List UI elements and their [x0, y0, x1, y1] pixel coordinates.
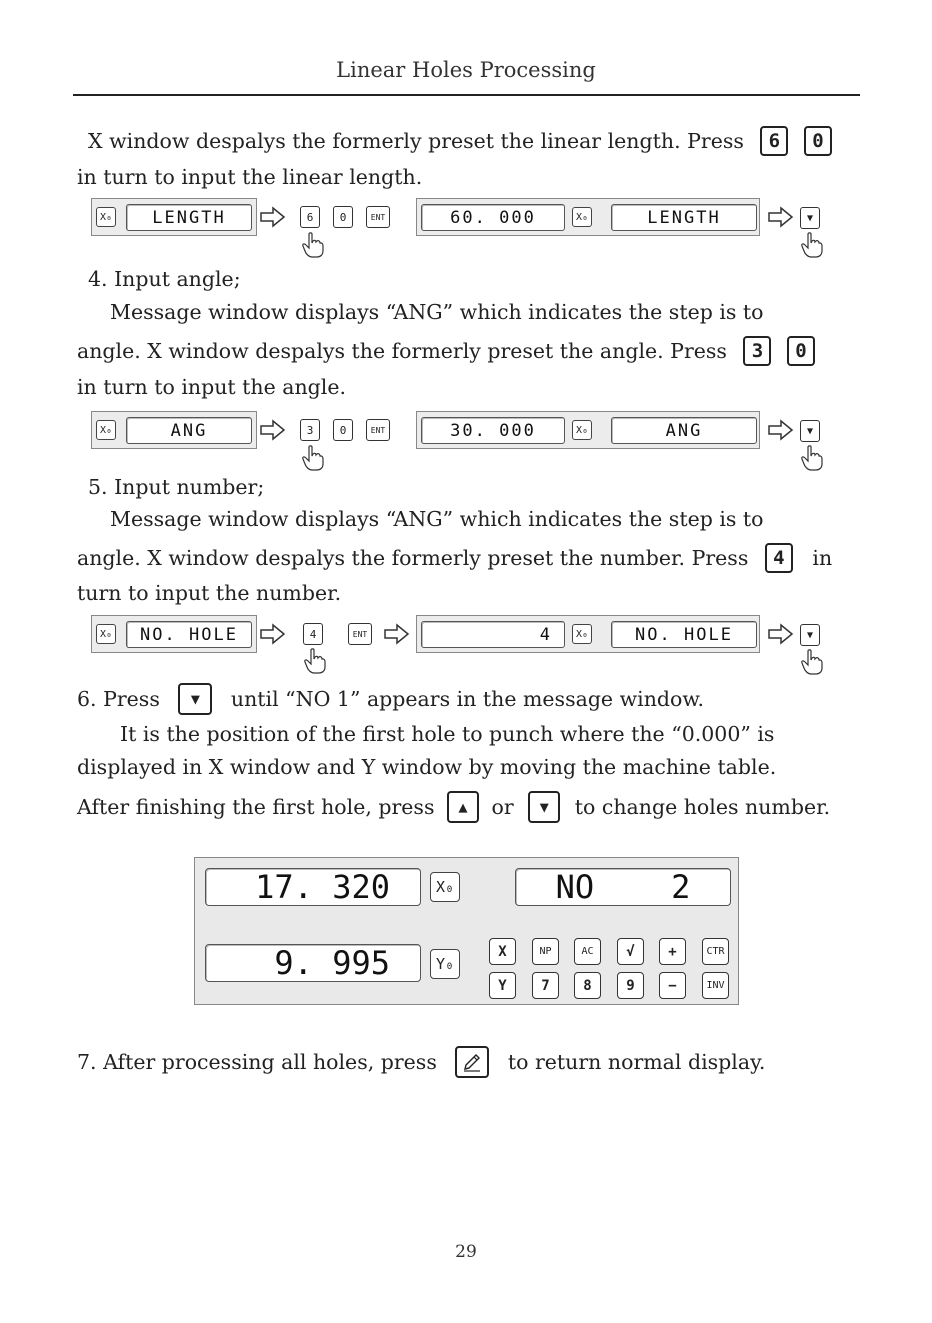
- header-divider: [73, 94, 860, 96]
- inv-key[interactable]: INV: [702, 972, 729, 999]
- message-window: LENGTH: [611, 204, 757, 231]
- np-key[interactable]: NP: [532, 938, 559, 965]
- arrow-right-icon: [260, 206, 286, 228]
- key-0: 0: [333, 206, 353, 228]
- step7-pre: 7. After processing all holes, press: [77, 1050, 437, 1074]
- key-0: 0: [804, 126, 832, 156]
- step4-heading: 4. Input angle;: [88, 267, 241, 291]
- ctr-key[interactable]: CTR: [702, 938, 729, 965]
- page-title: Linear Holes Processing: [336, 58, 596, 82]
- step5-heading: 5. Input number;: [88, 475, 265, 499]
- step6-line2: It is the position of the first hole to punch where the “0.000” is: [120, 722, 775, 746]
- step6-line4-post: to change holes number.: [574, 795, 831, 819]
- step4-line3: in turn to input the angle.: [77, 375, 347, 399]
- length-instruction: X window despalys the formerly preset the linear length. Press: [88, 129, 744, 153]
- step7-post: to return normal display.: [507, 1050, 766, 1074]
- step6-line1: [77, 683, 704, 715]
- step5-line1: Message window displays “ANG” which indicates the step is to: [110, 507, 764, 531]
- length-text-line2: in turn to input the linear length.: [77, 165, 423, 189]
- key-0: 0: [787, 336, 815, 366]
- down-key: ▼: [800, 624, 820, 646]
- ent-key: ENT: [366, 206, 390, 228]
- x-axis-chip: X₀: [96, 624, 116, 644]
- ent-key: ENT: [348, 623, 372, 645]
- step5-line2: [77, 543, 832, 573]
- pointing-hand-icon: [801, 232, 823, 258]
- page-number: 29: [455, 1242, 477, 1262]
- key-0: 0: [333, 419, 353, 441]
- arrow-right-icon: [384, 623, 410, 645]
- key-3: 3: [743, 336, 771, 366]
- x-key[interactable]: X: [489, 938, 516, 965]
- x-axis-chip: X₀: [96, 207, 116, 227]
- arrow-right-icon: [768, 206, 794, 228]
- key-8[interactable]: 8: [574, 972, 601, 999]
- pointing-hand-icon: [801, 649, 823, 675]
- down-key: ▼: [178, 683, 212, 715]
- step6-line4-pre: After finishing the first hole, press: [77, 795, 435, 819]
- step4-line1: Message window displays “ANG” which indicates the step is to: [110, 300, 764, 324]
- step6-post: until “NO 1” appears in the message window.: [230, 687, 704, 711]
- x-display: 17. 320: [205, 868, 421, 906]
- minus-key[interactable]: −: [659, 972, 686, 999]
- strip-length-left: [91, 198, 257, 236]
- up-key: ▲: [447, 791, 479, 823]
- strip-length-right: [416, 198, 760, 236]
- arrow-right-icon: [768, 623, 794, 645]
- x-axis-chip: X₀: [572, 624, 592, 644]
- message-window: LENGTH: [126, 204, 252, 231]
- message-window: NO. HOLE: [611, 621, 757, 648]
- x-display: 30. 000: [421, 417, 565, 444]
- plus-key[interactable]: +: [659, 938, 686, 965]
- length-text-line1: [88, 126, 835, 156]
- down-key: ▼: [800, 420, 820, 442]
- step6-line3: displayed in X window and Y window by moving the machine table.: [77, 755, 777, 779]
- step6-line4: [77, 791, 830, 823]
- key-6: 6: [760, 126, 788, 156]
- pointing-hand-icon: [302, 445, 324, 471]
- key-9[interactable]: 9: [617, 972, 644, 999]
- strip-number-left: [91, 615, 257, 653]
- key-7[interactable]: 7: [532, 972, 559, 999]
- arrow-right-icon: [260, 623, 286, 645]
- step7-line: [77, 1046, 765, 1078]
- message-window: ANG: [611, 417, 757, 444]
- pointing-hand-icon: [304, 648, 326, 674]
- down-key: ▼: [800, 207, 820, 229]
- arrow-right-icon: [260, 419, 286, 441]
- strip-angle-left: [91, 411, 257, 449]
- x-display: 60. 000: [421, 204, 565, 231]
- key-4: 4: [765, 543, 793, 573]
- strip-angle-right: [416, 411, 760, 449]
- message-window: NO. HOLE: [126, 621, 252, 648]
- ent-key: ENT: [366, 419, 390, 441]
- step5-line2-text: angle. X window despalys the formerly preset the number. Press: [77, 546, 749, 570]
- arrow-right-icon: [768, 419, 794, 441]
- step4-line2: [77, 336, 818, 366]
- step4-line2-text: angle. X window despalys the formerly preset the angle. Press: [77, 339, 727, 363]
- ac-key[interactable]: AC: [574, 938, 601, 965]
- sqrt-key[interactable]: √: [617, 938, 644, 965]
- y-display: 9. 995: [205, 944, 421, 982]
- x-axis-chip: X₀: [572, 420, 592, 440]
- pencil-icon: [455, 1046, 489, 1078]
- pointing-hand-icon: [302, 232, 324, 258]
- message-window: ANG: [126, 417, 252, 444]
- key-3: 3: [300, 419, 320, 441]
- step5-line2-tail: in: [812, 546, 833, 570]
- y-key[interactable]: Y: [489, 972, 516, 999]
- x-axis-chip: X₀: [96, 420, 116, 440]
- down-key: ▼: [528, 791, 560, 823]
- y-axis-chip: Y₀: [430, 949, 460, 979]
- pointing-hand-icon: [801, 445, 823, 471]
- x-axis-chip: X₀: [572, 207, 592, 227]
- strip-number-right: [416, 615, 760, 653]
- step5-line3: turn to input the number.: [77, 581, 342, 605]
- key-6: 6: [300, 206, 320, 228]
- step6-pre: 6. Press: [77, 687, 160, 711]
- x-display: 4: [421, 621, 565, 648]
- message-window: NO 2: [515, 868, 731, 906]
- pencil-icon-glyph: [461, 1051, 483, 1073]
- x-axis-chip: X₀: [430, 872, 460, 902]
- key-4: 4: [303, 623, 323, 645]
- readout-panel: [194, 857, 739, 1005]
- step6-line4-mid: or: [491, 795, 514, 819]
